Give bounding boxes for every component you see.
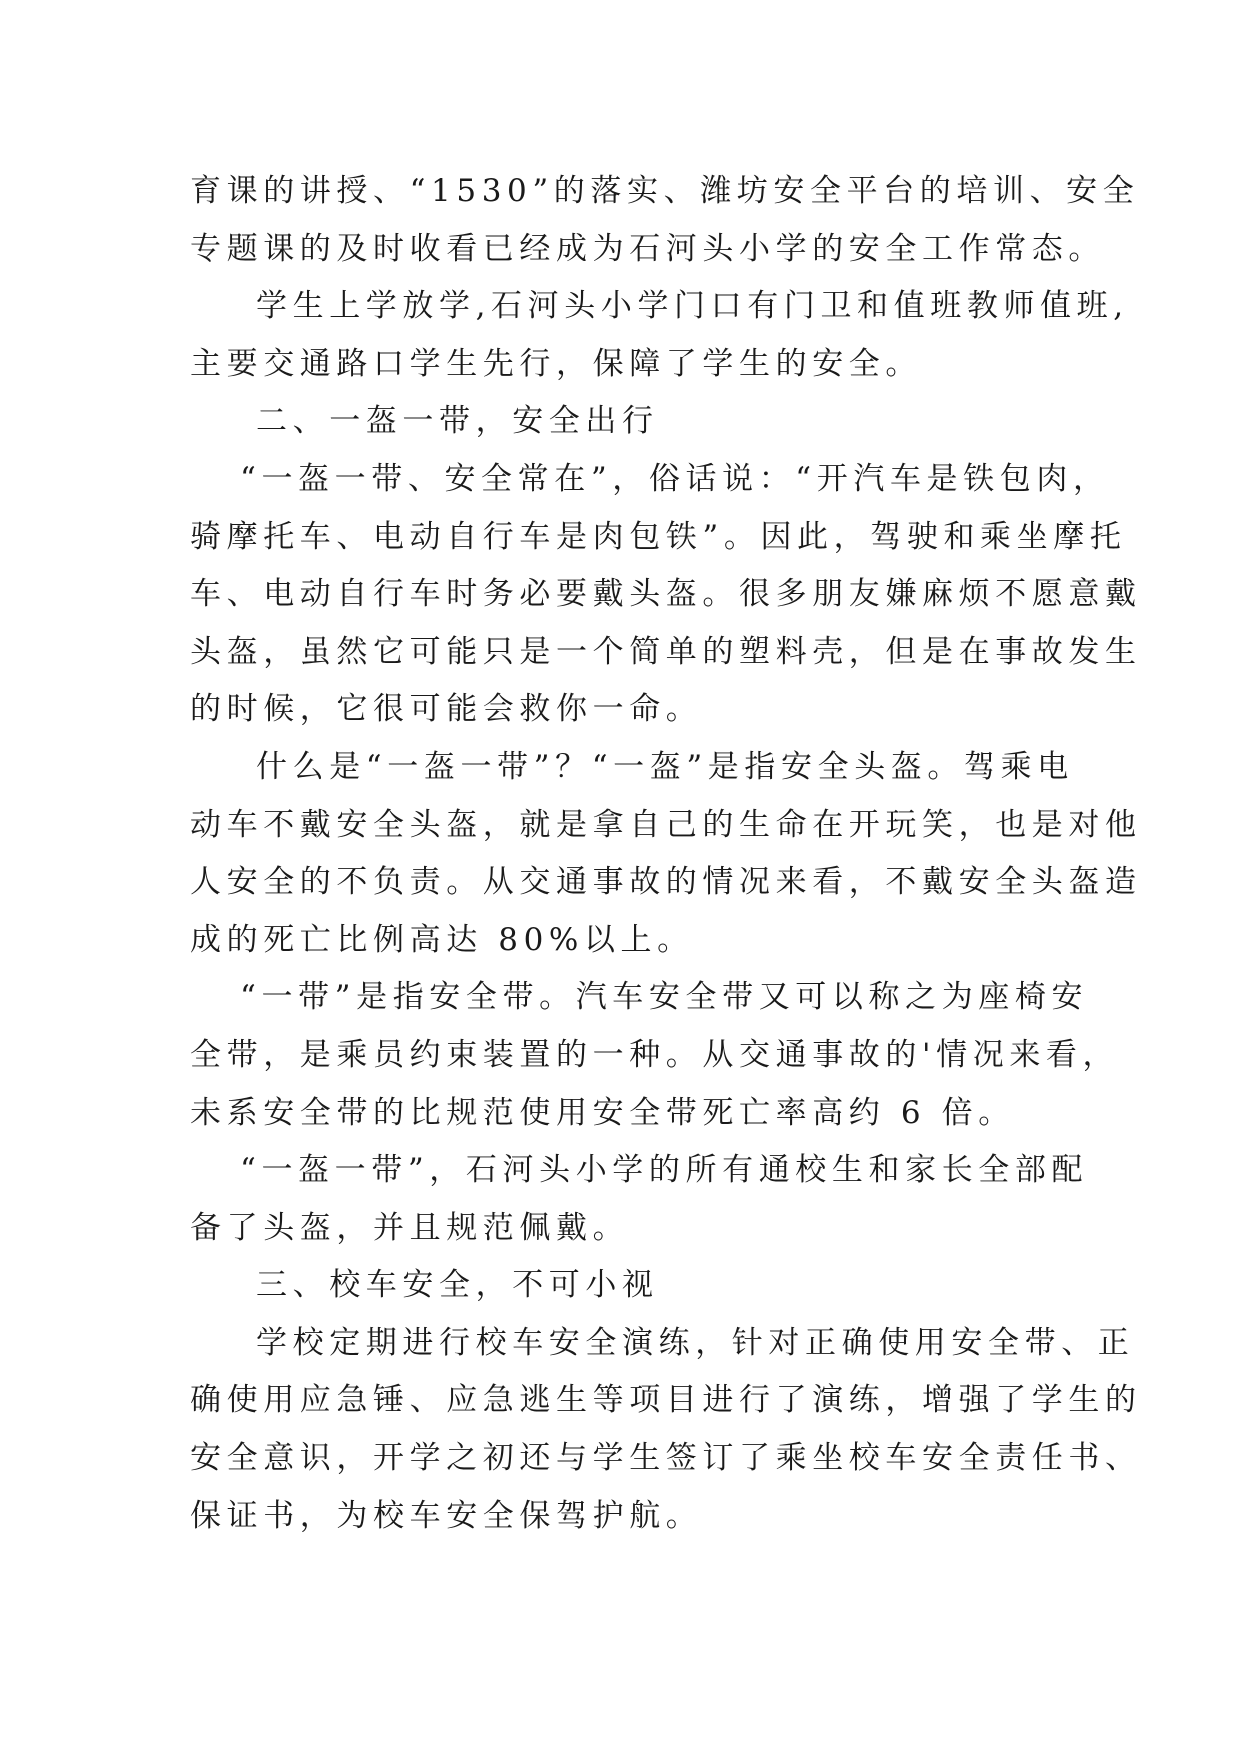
document-body [190, 163, 1142, 1545]
paragraph-line: 车、电动自行车时务必要戴头盔。很多朋友嫌麻烦不愿意戴 [190, 576, 1142, 613]
paragraph-line: “一盔一带”，石河头小学的所有通校生和家长全部配 [240, 1152, 1089, 1189]
section-heading: 三、校车安全，不可小视 [256, 1267, 659, 1304]
paragraph-line: 主要交通路口学生先行，保障了学生的安全。 [190, 345, 922, 382]
paragraph-line: 未系安全带的比规范使用安全带死亡率高约 6 倍。 [190, 1094, 1015, 1131]
paragraph-line: 头盔，虽然它可能只是一个简单的塑料壳，但是在事故发生 [190, 633, 1142, 670]
paragraph-line: 动车不戴安全头盔，就是拿自己的生命在开玩笑，也是对他 [190, 806, 1142, 843]
paragraph-line: 确使用应急锤、应急逃生等项目进行了演练，增强了学生的 [190, 1382, 1142, 1419]
paragraph-line: “一带”是指安全带。汽车安全带又可以称之为座椅安 [240, 979, 1089, 1016]
paragraph-line: 专题课的及时收看已经成为石河头小学的安全工作常态。 [190, 230, 1105, 267]
section-heading: 二、一盔一带，安全出行 [256, 403, 659, 440]
paragraph-line: 育课的讲授、“1530”的落实、潍坊安全平台的培训、安全 [190, 173, 1140, 209]
paragraph-line: 保证书，为校车安全保驾护航。 [190, 1497, 703, 1534]
paragraph-line: 什么是“一盔一带”？“一盔”是指安全头盔。驾乘电 [256, 748, 1074, 785]
paragraph-line: “一盔一带、安全常在”，俗话说：“开汽车是铁包肉， [240, 460, 1110, 497]
paragraph-line: 学生上学放学,石河头小学门口有门卫和值班教师值班, [256, 288, 1129, 325]
paragraph-line: 学校定期进行校车安全演练，针对正确使用安全带、正 [256, 1324, 1135, 1361]
paragraph-line: 安全意识，开学之初还与学生签订了乘坐校车安全责任书、 [190, 1440, 1142, 1477]
paragraph-line: 的时候，它很可能会救你一命。 [190, 691, 703, 728]
paragraph-line: 成的死亡比例高达 80%以上。 [190, 921, 694, 958]
paragraph-line: 全带，是乘员约束装置的一种。从交通事故的'情况来看， [190, 1036, 1120, 1073]
paragraph-line: 备了头盔，并且规范佩戴。 [190, 1209, 630, 1246]
paragraph-line: 骑摩托车、电动自行车是肉包铁”。因此，驾驶和乘坐摩托 [190, 518, 1127, 555]
paragraph-line: 人安全的不负责。从交通事故的情况来看，不戴安全头盔造 [190, 864, 1142, 901]
